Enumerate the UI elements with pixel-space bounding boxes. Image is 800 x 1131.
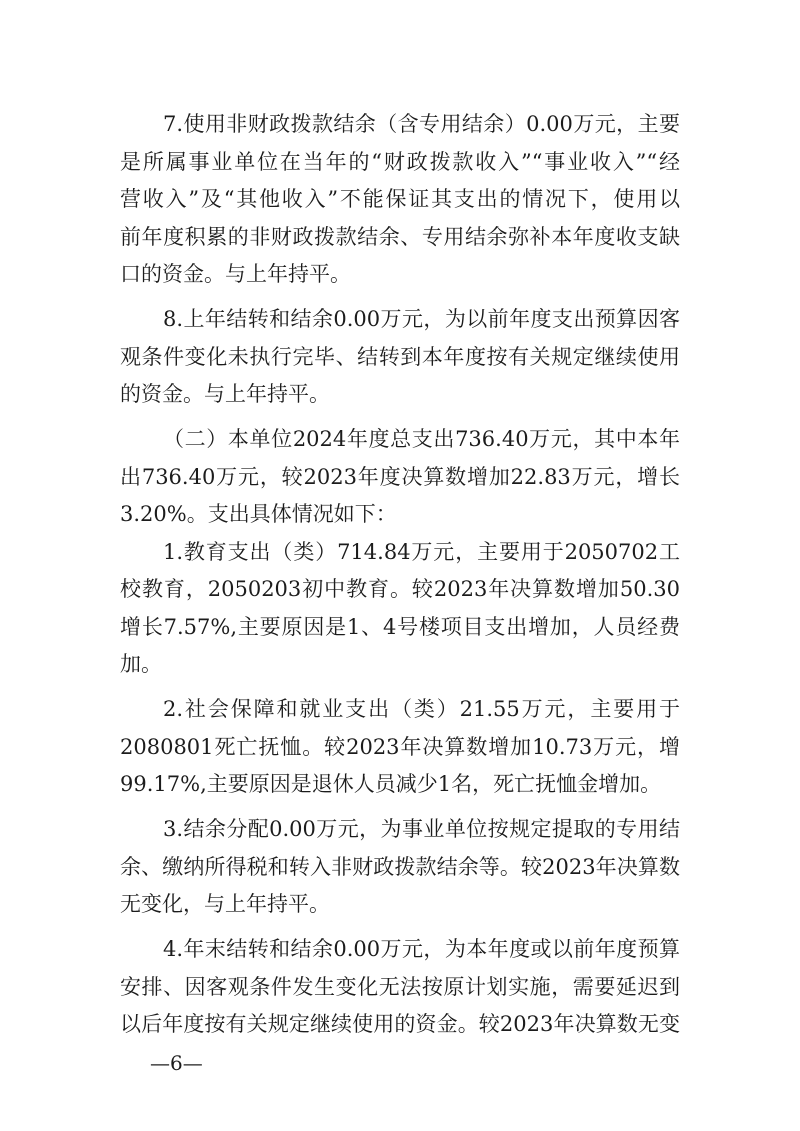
page-number: —6— bbox=[150, 1051, 203, 1075]
text-line: 7.使用非财政拨款结余（含专用结余）0.00万元，主要 bbox=[163, 112, 680, 136]
text-line: 无变化，与上年持平。 bbox=[120, 892, 330, 916]
text-line: 1.教育支出（类）714.84万元，主要用于2050702工 bbox=[163, 539, 680, 564]
paragraph-non-fiscal-surplus bbox=[120, 106, 680, 294]
text-line: 的资金。与上年持平。 bbox=[120, 382, 330, 406]
text-line: 以后年度按有关规定继续使用的资金。较2023年决算数无变 bbox=[120, 1012, 680, 1036]
text-line: 3.结余分配0.00万元，为事业单位按规定提取的专用结 bbox=[163, 817, 680, 841]
text-line: 安排、因客观条件发生变化无法按原计划实施，需要延迟到 bbox=[120, 974, 680, 999]
text-line: 校教育，2050203初中教育。较2023年决算数增加50.30 bbox=[120, 577, 680, 601]
text-line: 4.年末结转和结余0.00万元，为本年度或以前年度预算 bbox=[163, 937, 680, 961]
paragraph-total-expenditure bbox=[120, 421, 680, 534]
paragraph-prior-year-carryover bbox=[120, 301, 680, 414]
body-text bbox=[120, 106, 680, 1044]
text-line: 99.17%,主要原因是退休人员减少1名，死亡抚恤金增加。 bbox=[120, 772, 662, 796]
text-line: 营收入”及“其他收入”不能保证其支出的情况下，使用以 bbox=[120, 187, 680, 211]
text-line: 增长7.57%,主要原因是1、4号楼项目支出增加，人员经费 bbox=[120, 614, 680, 639]
paragraph-surplus-distribution bbox=[120, 811, 680, 924]
text-line: （二）本单位2024年度总支出736.40万元，其中本年 bbox=[163, 427, 680, 451]
text-line: 出736.40万元，较2023年度决算数增加22.83万元，增长 bbox=[120, 464, 680, 489]
text-line: 2080801死亡抚恤。较2023年决算数增加10.73万元，增 bbox=[120, 734, 680, 759]
text-line: 余、缴纳所得税和转入非财政拨款结余等。较2023年决算数 bbox=[120, 854, 680, 879]
text-line: 加。 bbox=[120, 652, 162, 676]
paragraph-education-expenditure bbox=[120, 534, 680, 684]
text-line: 是所属事业单位在当年的“财政拨款收入”“事业收入”“经 bbox=[120, 149, 680, 174]
text-line: 8.上年结转和结余0.00万元，为以前年度支出预算因客 bbox=[163, 307, 680, 331]
text-line: 前年度积累的非财政拨款结余、专用结余弥补本年度收支缺 bbox=[120, 224, 680, 249]
paragraph-year-end-carryover bbox=[120, 931, 680, 1044]
paragraph-social-security-expenditure bbox=[120, 691, 680, 804]
text-line: 观条件变化未执行完毕、结转到本年度按有关规定继续使用 bbox=[120, 344, 680, 369]
text-line: 口的资金。与上年持平。 bbox=[120, 262, 351, 286]
text-line: 3.20%。支出具体情况如下： bbox=[120, 502, 397, 526]
text-line: 2.社会保障和就业支出（类）21.55万元，主要用于 bbox=[163, 697, 680, 721]
